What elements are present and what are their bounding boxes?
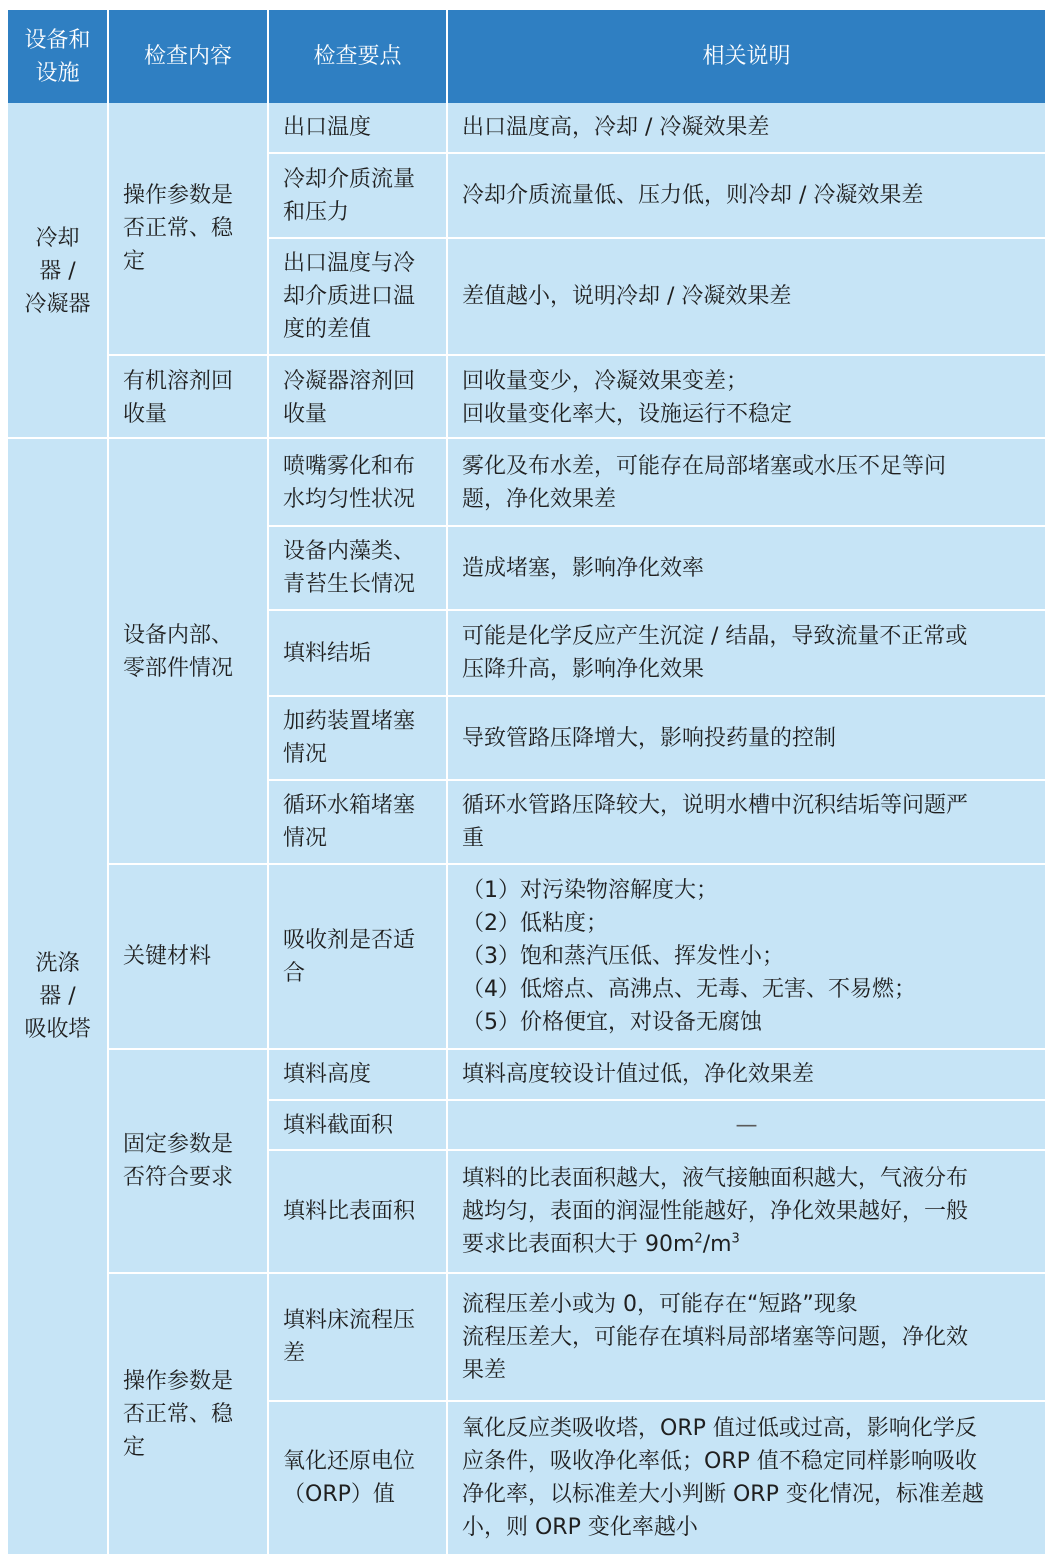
point-label: 填料截面积: [283, 1112, 394, 1138]
note-text: （1）对污染物溶解度大； （2）低粘度； （3）饱和蒸汽压低、挥发性小； （4）低熔点、高沸点、无毒、无害、不易燃； （5）价格便宜，对设备无腐蚀: [462, 878, 916, 1035]
point-cell: [269, 527, 446, 609]
grid-line: [267, 779, 1045, 781]
note-superscript: 2: [694, 1231, 703, 1247]
header-point-label: 检查要点: [313, 44, 402, 69]
note-cell: [448, 611, 1045, 695]
header-cell-note: [448, 10, 1045, 103]
note-cell: [448, 527, 1045, 609]
point-label: 喷嘴雾化和布 水均匀性状况: [283, 454, 416, 512]
point-cell: [269, 865, 446, 1048]
note-cell: [448, 1050, 1045, 1099]
note-text: 填料高度较设计值过低，净化效果差: [462, 1062, 815, 1087]
grid-line: [267, 1149, 1045, 1151]
point-label: 循环水箱堵塞 情况: [283, 793, 416, 851]
point-label: 吸收剂是否适 合: [283, 927, 416, 986]
note-cell: [448, 781, 1045, 863]
device-cooler-label: 冷却 器 / 冷凝器: [24, 225, 91, 317]
grid-line: [267, 695, 1045, 697]
point-label: 设备内藻类、 青苔生长情况: [283, 539, 416, 597]
note-text: 流程压差小或为 0，可能存在“短路”现象 流程压差大，可能存在填料局部堵塞等问题，净化效 果差: [462, 1291, 969, 1383]
note-unit: /m: [702, 1232, 732, 1257]
point-label: 填料床流程压 差: [283, 1308, 416, 1366]
grid-line: [267, 609, 1045, 611]
grid-line: [267, 1099, 1045, 1101]
note-cell: [448, 1101, 1045, 1149]
note-dash: —: [735, 1112, 758, 1138]
point-cell: [269, 1050, 446, 1099]
header-cell-content: [109, 10, 267, 103]
point-cell: [269, 154, 446, 237]
note-cell: [448, 1151, 1045, 1272]
point-cell: [269, 1402, 446, 1554]
note-cell: [448, 239, 1045, 354]
grid-line: [267, 10, 269, 1554]
note-text: 出口温度高，冷却 / 冷凝效果差: [462, 115, 770, 140]
point-label: 冷却介质流量 和压力: [283, 166, 416, 225]
note-text: 冷却介质流量低、压力低，则冷却 / 冷凝效果差: [462, 183, 924, 208]
header-content-label: 检查内容: [143, 44, 232, 69]
grid-line: [267, 525, 1045, 527]
point-label: 填料高度: [283, 1062, 372, 1087]
point-cell: [269, 697, 446, 779]
grid-line: [267, 237, 1045, 239]
note-superscript: 3: [731, 1231, 740, 1247]
header-device-label: 设备和 设施: [24, 27, 91, 86]
content-cell-cooler-operation: [109, 103, 267, 354]
note-cell: [448, 697, 1045, 779]
note-text: 导致管路压降增大，影响投药量的控制: [462, 725, 837, 751]
content-label: 关键材料: [123, 944, 212, 969]
note-text-main: 填料的比表面积越大，液气接触面积越大，气液分布 越均匀，表面的润湿性能越好，净化效果越好，一般 要求比表面积大于 90m: [462, 1166, 969, 1257]
note-cell: [448, 356, 1045, 439]
point-cell: [269, 1274, 446, 1400]
device-cell-cooler: [8, 103, 107, 439]
point-label: 冷凝器溶剂回 收量: [283, 368, 416, 427]
note-text: 造成堵塞，影响净化效率: [462, 555, 705, 581]
note-text: 差值越小，说明冷却 / 冷凝效果差: [462, 284, 792, 309]
header-cell-point: [269, 10, 446, 103]
point-label: 加药装置堵塞 情况: [283, 709, 416, 767]
note-cell: [448, 154, 1045, 237]
content-cell-internal-parts: [109, 441, 267, 863]
point-cell: [269, 356, 446, 439]
content-label: 操作参数是 否正常、稳 定: [123, 1368, 234, 1460]
note-text: 氧化反应类吸收塔，ORP 值过低或过高，影响化学反 应条件，吸收净化率低；ORP 值不稳定同样影响吸收 净化率，以标准差大小判断 ORP 变化情况，标准差越 小，则 ORP 变化率越小: [462, 1416, 984, 1540]
grid-line: [107, 10, 109, 1554]
point-cell: [269, 1151, 446, 1272]
point-label: 出口温度与冷 却介质进口温 度的差值: [283, 251, 416, 342]
note-cell: [448, 441, 1045, 525]
content-cell-solvent-recovery: [109, 356, 267, 439]
header-note-label: 相关说明: [702, 44, 791, 69]
content-label: 固定参数是 否符合要求: [123, 1132, 234, 1190]
point-cell: [269, 103, 446, 152]
grid-line: [267, 1400, 1045, 1402]
point-cell: [269, 1101, 446, 1149]
grid-line: [107, 1048, 1045, 1050]
grid-line: [107, 1272, 1045, 1274]
device-scrubber-label: 洗涤 器 / 吸收塔: [24, 951, 91, 1042]
grid-line: [267, 152, 1045, 154]
grid-line: [107, 354, 1045, 356]
note-text: 雾化及布水差，可能存在局部堵塞或水压不足等问 题，净化效果差: [462, 454, 947, 512]
note-cell: [448, 1274, 1045, 1400]
note-text: [462, 1162, 968, 1261]
inspection-table: [8, 10, 1045, 1554]
note-text: 循环水管路压降较大，说明水槽中沉积结垢等问题严 重: [462, 793, 969, 851]
content-cell-fixed-parameters: [109, 1050, 267, 1272]
point-cell: [269, 611, 446, 695]
content-label: 操作参数是 否正常、稳 定: [123, 183, 234, 274]
grid-line: [107, 863, 1045, 865]
grid-line: [8, 437, 1045, 439]
device-cell-scrubber: [8, 439, 107, 1554]
point-label: 填料结垢: [283, 640, 372, 666]
grid-line: [446, 10, 448, 1554]
point-label: 出口温度: [283, 115, 372, 140]
point-label: 氧化还原电位 （ORP）值: [283, 1449, 416, 1507]
note-cell: [448, 103, 1045, 152]
note-text: 回收量变少，冷凝效果变差； 回收量变化率大，设施运行不稳定: [462, 368, 793, 427]
point-cell: [269, 239, 446, 354]
content-cell-scrubber-operation: [109, 1274, 267, 1554]
header-cell-device: [8, 10, 107, 103]
content-label: 有机溶剂回 收量: [123, 368, 234, 427]
note-cell: [448, 1402, 1045, 1554]
note-text: 可能是化学反应产生沉淀 / 结晶，导致流量不正常或 压降升高，影响净化效果: [462, 624, 968, 682]
note-cell: [448, 865, 1045, 1048]
point-cell: [269, 441, 446, 525]
point-cell: [269, 781, 446, 863]
point-label: 填料比表面积: [283, 1199, 416, 1224]
content-label: 设备内部、 零部件情况: [123, 623, 234, 681]
content-cell-key-materials: [109, 865, 267, 1048]
